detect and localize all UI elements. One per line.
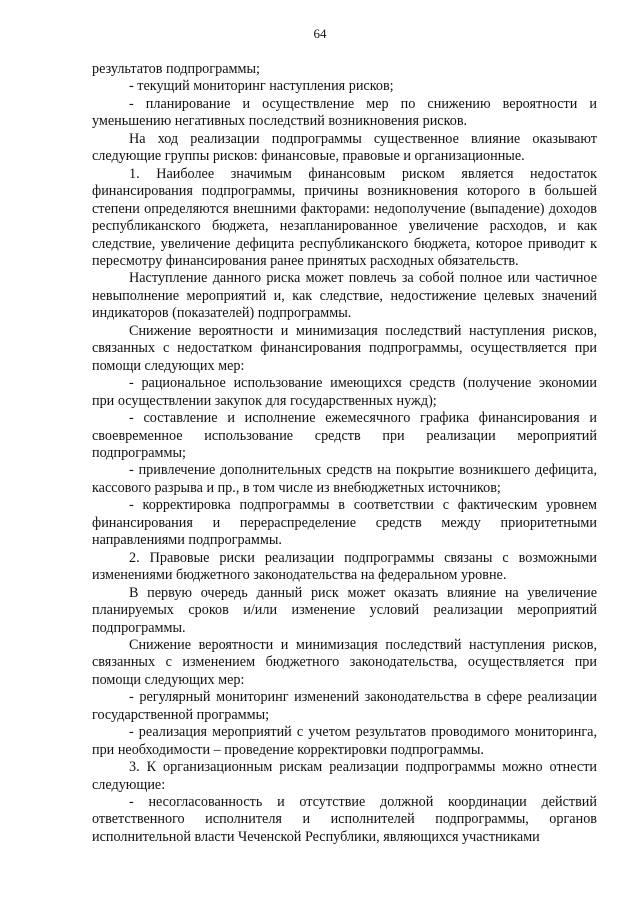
document-body bbox=[92, 61, 597, 846]
paragraph: - текущий мониторинг наступления рисков; bbox=[129, 78, 394, 95]
paragraph: Наступление данного риска может повлечь за собой полное или частичное невыполнение мероприятий и, как следствие, недостижение целевых значений индикаторов (показателей) подпрограммы. bbox=[92, 270, 597, 322]
list-item: - корректировка подпрограммы в соответствии с фактическим уровнем финансирования и перераспределение средств между приоритетными направлениями подпрограммы. bbox=[92, 497, 597, 549]
paragraph: 1. Наиболее значимым финансовым риском является недостаток финансирования подпрограммы, причины возникновения которого в большей степени определяются внешними факторами: недополучение (выпадение) доходов республиканского бюджета, незапланированное увеличение расходов, и как следствие, увеличение дефицита республиканского бюджета, которое приводит к пересмотру финансирования ранее принятых расходных обязательств. bbox=[92, 165, 597, 269]
paragraph: Снижение вероятности и минимизация последствий наступления рисков, связанных с недостатком финансирования подпрограммы, осуществляется при помощи следующих мер: bbox=[92, 322, 597, 374]
paragraph: Снижение вероятности и минимизация последствий наступления рисков, связанных с изменением бюджетного законодательства, осуществляется при помощи следующих мер: bbox=[92, 636, 597, 688]
paragraph: 3. К организационным рискам реализации подпрограммы можно отнести следующие: bbox=[92, 759, 597, 793]
list-item: - регулярный мониторинг изменений законодательства в сфере реализации государственной программы; bbox=[92, 689, 597, 723]
paragraph: В первую очередь данный риск может оказать влияние на увеличение планируемых сроков и/или изменение условий реализации мероприятий подпрограммы. bbox=[92, 584, 597, 636]
paragraph: результатов подпрограммы; bbox=[92, 61, 260, 77]
paragraph: На ход реализации подпрограммы существенное влияние оказывают следующие группы рисков: финансовые, правовые и организационные. bbox=[92, 130, 597, 165]
list-item: - рациональное использование имеющихся средств (получение экономии при осуществлении закупок для государственных нужд); bbox=[92, 375, 597, 409]
paragraph: 2. Правовые риски реализации подпрограммы связаны с возможными изменениями бюджетного законодательства на федеральном уровне. bbox=[92, 549, 597, 584]
page-number: 64 bbox=[313, 26, 327, 41]
paragraph: - планирование и осуществление мер по снижению вероятности и уменьшению негативных последствий возникновения рисков. bbox=[92, 95, 597, 130]
list-item: - привлечение дополнительных средств на покрытие возникшего дефицита, кассового разрыва и пр., в том числе из внебюджетных источников; bbox=[92, 462, 597, 496]
list-item: - составление и исполнение ежемесячного графика финансирования и своевременное использование средств при реализации мероприятий подпрограммы; bbox=[92, 410, 597, 461]
list-item: - несогласованность и отсутствие должной координации действий ответственного исполнителя и исполнителей подпрограммы, органов исполнительной власти Чеченской Республики, являющихся участниками bbox=[92, 794, 597, 845]
list-item: - реализация мероприятий с учетом результатов проводимого мониторинга, при необходимости – проведение корректировки подпрограммы. bbox=[92, 724, 597, 758]
